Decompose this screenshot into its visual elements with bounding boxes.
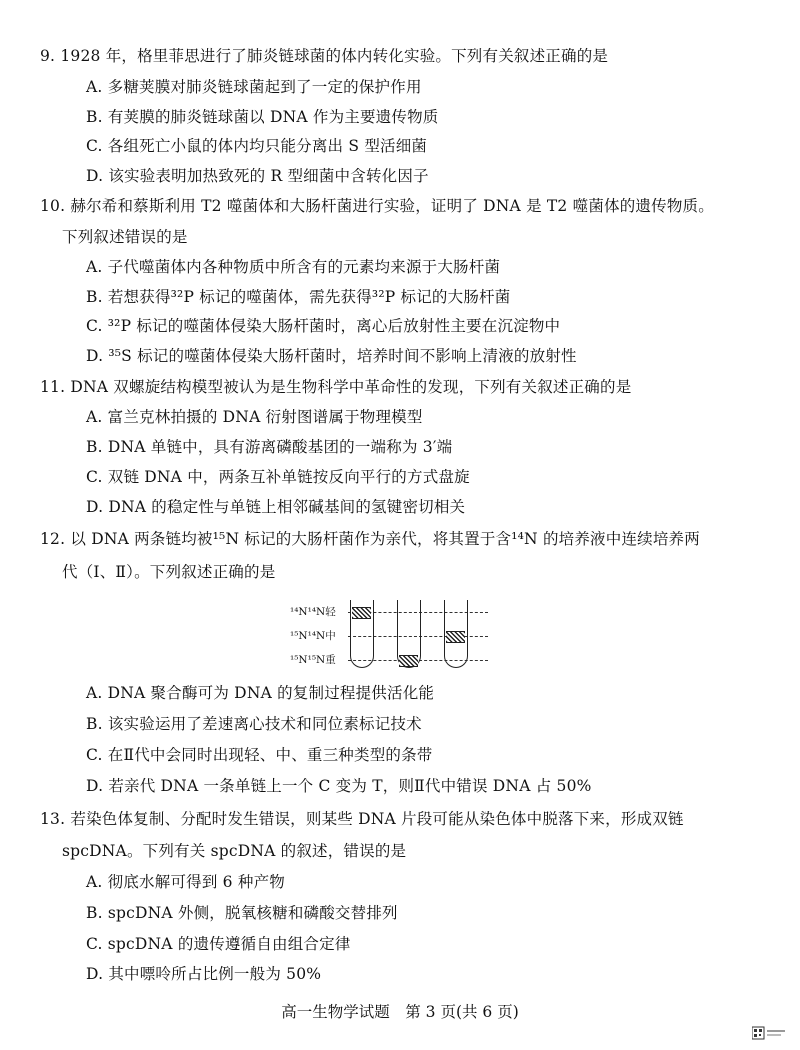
question-10-option-d: D. ³⁵S 标记的噬菌体侵染大肠杆菌时，培养时间不影响上清液的放射性 [86, 347, 577, 365]
heavy-band-label: ¹⁵N¹⁵N重 [290, 654, 336, 666]
tube-generation-2-band [446, 631, 465, 643]
tube-generation-1-band [399, 655, 418, 667]
qr-code-icon [752, 1026, 788, 1040]
question-9-option-d: D. 该实验表明加热致死的 R 型细菌中含转化因子 [86, 167, 429, 185]
question-10-stem: 10. 赫尔希和蔡斯利用 T2 噬菌体和大肠杆菌进行实验，证明了 DNA 是 T2 噬菌体的遗传物质。 [40, 197, 714, 215]
question-9-option-a: A. 多糖荚膜对肺炎链球菌起到了一定的保护作用 [86, 78, 422, 96]
tube-parent [350, 600, 374, 668]
question-13-option-b: B. spcDNA 外侧，脱氧核糖和磷酸交替排列 [86, 904, 398, 922]
page-footer: 高一生物学试题 第 3 页(共 6 页) [281, 1003, 519, 1021]
tube-parent-band [352, 607, 371, 619]
question-13-stem: 13. 若染色体复制、分配时发生错误，则某些 DNA 片段可能从染色体中脱落下来，形成双链 [40, 810, 684, 828]
tube-generation-2 [444, 600, 468, 668]
question-12-option-c: C. 在Ⅱ代中会同时出现轻、中、重三种类型的条带 [86, 746, 433, 764]
question-10-option-b: B. 若想获得³²P 标记的噬菌体，需先获得³²P 标记的大肠杆菌 [86, 288, 511, 306]
question-11-option-a: A. 富兰克林拍摄的 DNA 衍射图谱属于物理模型 [86, 408, 423, 426]
question-13-stem-cont: spcDNA。下列有关 spcDNA 的叙述，错误的是 [62, 842, 407, 860]
tube-generation-1 [397, 600, 421, 668]
question-13-option-c: C. spcDNA 的遗传遵循自由组合定律 [86, 935, 351, 953]
question-12-stem: 12. 以 DNA 两条链均被¹⁵N 标记的大肠杆菌作为亲代，将其置于含¹⁴N 的培养液中连续培养两 [40, 530, 700, 548]
question-9-stem: 9. 1928 年，格里菲思进行了肺炎链球菌的体内转化实验。下列有关叙述正确的是 [40, 47, 609, 65]
question-11-option-b: B. DNA 单链中，具有游离磷酸基团的一端称为 3′端 [86, 438, 453, 456]
light-band-label: ¹⁴N¹⁴N轻 [290, 606, 336, 618]
question-11-option-d: D. DNA 的稳定性与单链上相邻碱基间的氢键密切相关 [86, 498, 466, 516]
question-11-stem: 11. DNA 双螺旋结构模型被认为是生物科学中革命性的发现，下列有关叙述正确的是 [40, 378, 632, 396]
question-12-option-a: A. DNA 聚合酶可为 DNA 的复制过程提供活化能 [86, 684, 435, 702]
question-9-option-b: B. 有荚膜的肺炎链球菌以 DNA 作为主要遗传物质 [86, 108, 439, 126]
question-10-option-a: A. 子代噬菌体内各种物质中所含有的元素均来源于大肠杆菌 [86, 258, 501, 276]
question-12-stem-cont: 代（Ⅰ、Ⅱ）。下列叙述正确的是 [62, 563, 276, 581]
question-11-option-c: C. 双链 DNA 中，两条互补单链按反向平行的方式盘旋 [86, 468, 470, 486]
centrifuge-tubes-figure [290, 596, 490, 672]
question-10-option-c: C. ³²P 标记的噬菌体侵染大肠杆菌时，离心后放射性主要在沉淀物中 [86, 317, 561, 335]
question-13-option-d: D. 其中嘌呤所占比例一般为 50% [86, 965, 322, 983]
question-12-option-d: D. 若亲代 DNA 一条单链上一个 C 变为 T，则Ⅱ代中错误 DNA 占 50% [86, 777, 592, 795]
middle-band-label: ¹⁵N¹⁴N中 [290, 630, 336, 642]
question-13-option-a: A. 彻底水解可得到 6 种产物 [86, 873, 285, 891]
question-10-stem-cont: 下列叙述错误的是 [62, 228, 188, 246]
question-9-option-c: C. 各组死亡小鼠的体内均只能分离出 S 型活细菌 [86, 137, 428, 155]
question-12-option-b: B. 该实验运用了差速离心技术和同位素标记技术 [86, 715, 422, 733]
